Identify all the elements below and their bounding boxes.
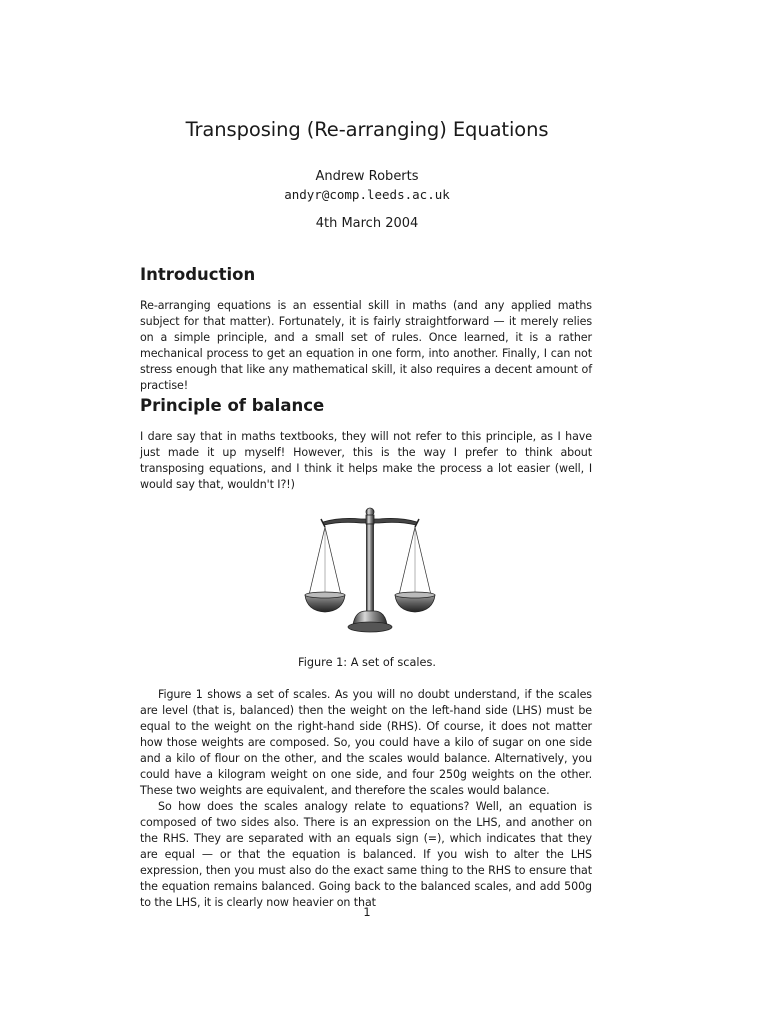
figure-caption: Figure 1: A set of scales. [298,656,436,669]
page-number: 1 [363,906,371,919]
scales-of-balance-icon [295,505,445,637]
document-title: Transposing (Re-arranging) Equations [185,118,549,141]
introduction-paragraph: Re-arranging equations is an essential skill in maths (and any applied maths subject for that matter). Fortunately, it is fairly straightforward — it merely relies on a simple principle, and a small set of rules. Once learned, it is a rather mechanical process to get an equation in one form, into another. Finally, I can not stress enough that like any mathematical skill, it also requires a decent amount of practise! [140,299,592,392]
author-name: Andrew Roberts [315,169,419,184]
document-date: 4th March 2004 [315,216,419,231]
balance-paragraph-1: I dare say that in maths textbooks, they will not refer to this principle, as I have just made it up myself! However, this is the way I prefer to think about transposing equations, and I think it helps make the process a lot easier (well, I would say that, wouldn't I?!) [140,430,592,491]
section-heading-principle-of-balance: Principle of balance [140,396,325,415]
balance-paragraph-3: So how does the scales analogy relate to equations? Well, an equation is composed of two sides also. There is an expression on the LHS, and another on the RHS. They are separated with an equals sign (=), which indicates that they are equal — or that the equation is balanced. If you wish to alter the LHS expression, then you must also do the exact same thing to the RHS to ensure that the equation remains balanced. Going back to the balanced scales, and add 500g to the LHS, it is clearly now heavier on that [140,800,592,909]
balance-paragraph-2: Figure 1 shows a set of scales. As you will no doubt understand, if the scales are level (that is, balanced) then the weight on the left-hand side (LHS) must be equal to the weight on the right-hand side (RHS). Of course, it does not matter how those weights are composed. So, you could have a kilo of sugar on one side and a kilo of flour on the other, and the scales would balance. Alternatively, you could have a kilogram weight on one side, and four 250g weights on the other. These two weights are equivalent, and therefore the scales would balance. [140,688,592,797]
author-email: andyr@comp.leeds.ac.uk [284,187,450,202]
section-heading-introduction: Introduction [140,265,256,284]
